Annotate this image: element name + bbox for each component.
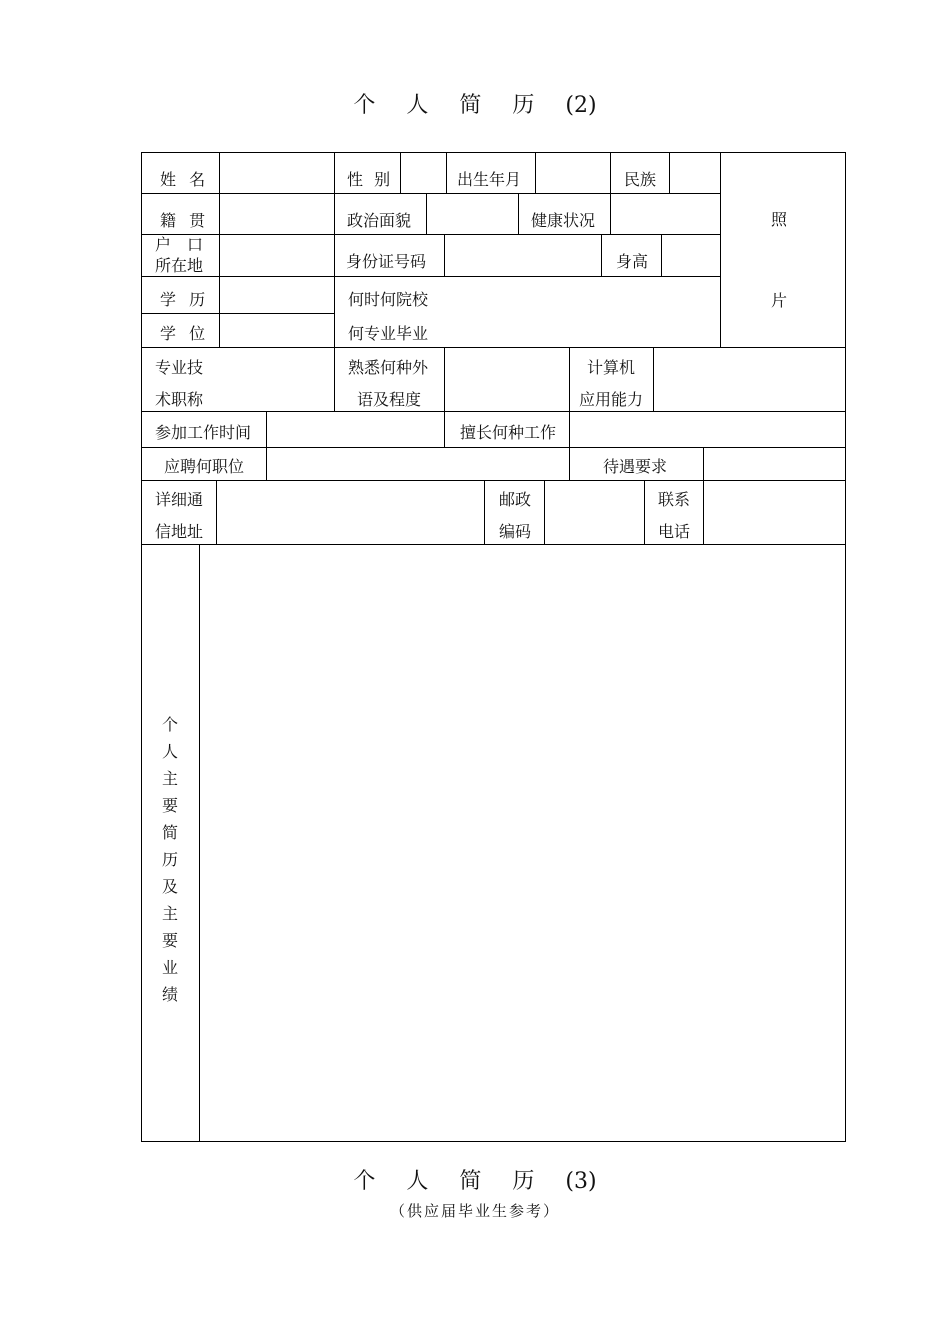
- label-political: 政治面貌: [347, 211, 412, 230]
- title-top-text: 个 人 简 历 (2): [353, 93, 597, 118]
- label-health: 健康状况: [531, 211, 596, 230]
- label-position: 应聘何职位: [164, 457, 245, 476]
- label-computer-2: 应用能力: [579, 390, 644, 409]
- row-line: [141, 313, 334, 314]
- col-line: [199, 544, 200, 1142]
- label-native-place: 籍 贯: [160, 211, 206, 230]
- col-line: [518, 193, 519, 234]
- label-height: 身高: [616, 252, 649, 271]
- col-line: [703, 447, 704, 480]
- col-line: [266, 411, 267, 480]
- vertical-char: 主: [161, 904, 178, 923]
- label-postal-2: 编码: [499, 522, 532, 541]
- label-school-2: 何专业毕业: [348, 324, 429, 343]
- col-line: [334, 152, 335, 411]
- col-line: [216, 480, 217, 544]
- page-title-bottom: [0, 1164, 950, 1195]
- row-line: [141, 347, 846, 348]
- vertical-char: 绩: [161, 985, 178, 1004]
- label-name: 姓 名: [160, 170, 206, 189]
- label-addr-1: 详细通: [155, 490, 204, 509]
- label-work-start: 参加工作时间: [155, 423, 252, 442]
- label-salary: 待遇要求: [603, 457, 668, 476]
- label-title-2: 术职称: [155, 390, 204, 409]
- row-line: [141, 411, 846, 412]
- col-line: [610, 193, 611, 234]
- col-line: [644, 480, 645, 544]
- col-line: [653, 347, 654, 411]
- col-line: [569, 347, 570, 411]
- border-bottom: [141, 1141, 846, 1142]
- label-phone-1: 联系: [658, 490, 691, 509]
- row-line: [141, 276, 720, 277]
- photo-divider: [720, 152, 721, 347]
- col-line: [444, 234, 445, 276]
- label-photo-1: 照: [771, 210, 788, 229]
- title-bottom-text: 个 人 简 历 (3): [353, 1169, 597, 1194]
- page-subtitle-bottom: （供应届毕业生参考）: [389, 1202, 560, 1220]
- label-photo-2: 片: [771, 291, 788, 310]
- vertical-char: 主: [161, 769, 178, 788]
- label-school-1: 何时何院校: [348, 290, 429, 309]
- row-line: [141, 480, 846, 481]
- vertical-char: 要: [161, 796, 178, 815]
- label-postal-1: 邮政: [499, 490, 532, 509]
- label-specialty: 擅长何种工作: [460, 423, 557, 442]
- label-ethnicity: 民族: [624, 170, 657, 189]
- row-line: [141, 544, 846, 545]
- label-phone-2: 电话: [658, 522, 691, 541]
- label-birth: 出生年月: [457, 170, 522, 189]
- label-computer-1: 计算机: [587, 358, 636, 377]
- border-top: [141, 152, 846, 153]
- label-hukou-2: 所在地: [155, 256, 204, 275]
- label-degree: 学 位: [160, 324, 206, 343]
- label-lang-2: 语及程度: [357, 390, 422, 409]
- col-line: [703, 480, 704, 544]
- vertical-char: 要: [161, 931, 178, 950]
- col-line: [444, 347, 445, 411]
- label-education: 学 历: [160, 290, 206, 309]
- vertical-char: 业: [161, 958, 178, 977]
- label-hukou-1: 户 口: [155, 235, 204, 254]
- col-line: [484, 480, 485, 544]
- vertical-char: 及: [161, 877, 178, 896]
- label-gender: 性 别: [347, 170, 391, 189]
- col-line: [669, 152, 670, 193]
- vertical-char: 简: [161, 823, 178, 842]
- label-lang-1: 熟悉何种外: [348, 358, 429, 377]
- col-line: [535, 152, 536, 193]
- label-addr-2: 信地址: [155, 522, 204, 541]
- vertical-char: 历: [161, 850, 178, 869]
- row-line: [141, 193, 720, 194]
- col-line: [544, 480, 545, 544]
- col-line: [426, 193, 427, 234]
- col-line: [610, 152, 611, 193]
- col-line: [601, 234, 602, 276]
- border-right: [845, 152, 846, 1142]
- resume-form-table: [141, 152, 846, 1142]
- row-line: [141, 447, 846, 448]
- col-line: [661, 234, 662, 276]
- col-line: [444, 411, 445, 447]
- page-title-top: [0, 88, 950, 119]
- label-title-1: 专业技: [155, 358, 204, 377]
- col-line: [400, 152, 401, 193]
- vertical-char: 人: [161, 742, 178, 761]
- col-line: [569, 411, 570, 480]
- vertical-char: 个: [161, 715, 178, 734]
- row-line: [141, 234, 720, 235]
- col-line: [446, 152, 447, 193]
- col-line: [219, 152, 220, 347]
- label-id-number: 身份证号码: [346, 252, 427, 271]
- resume-vertical-label: [141, 711, 199, 1008]
